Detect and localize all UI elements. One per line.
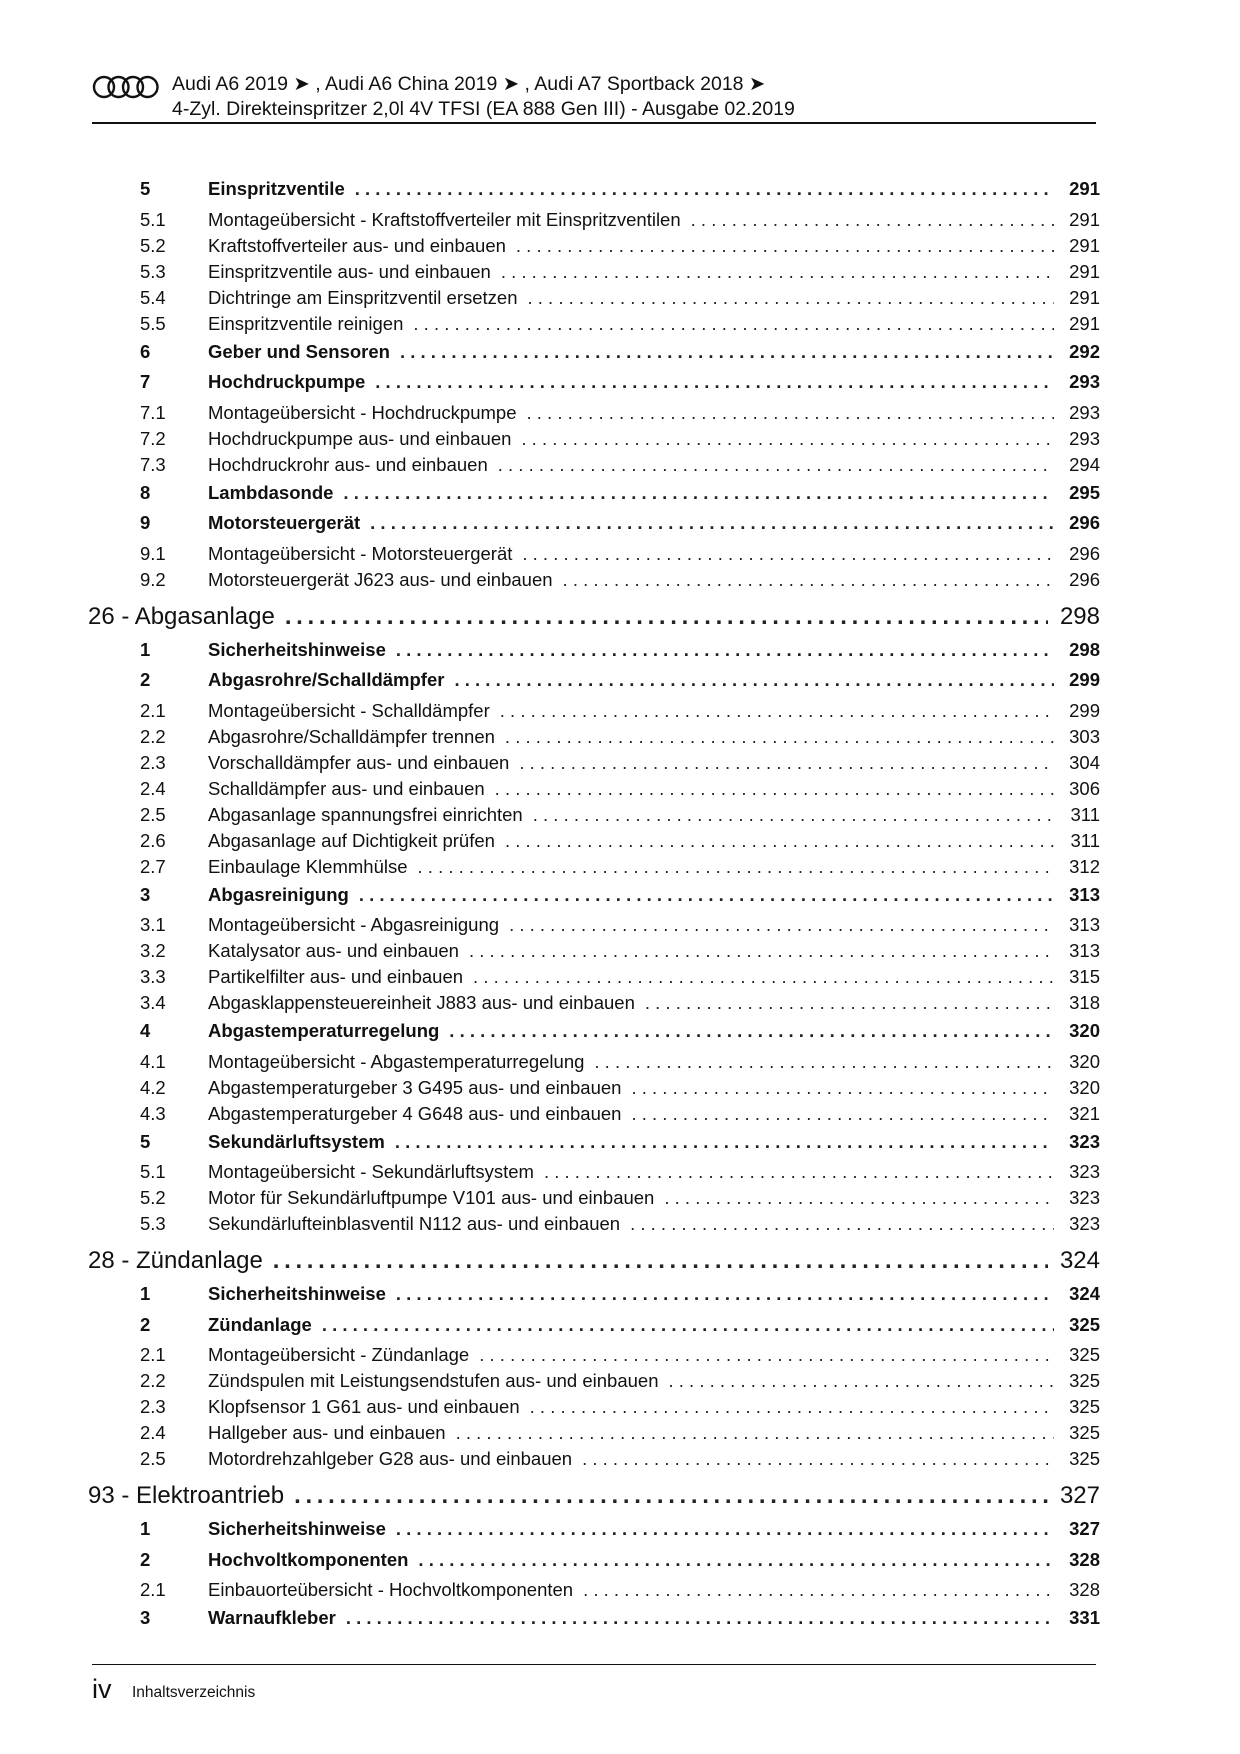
dot-leader — [294, 1482, 1048, 1510]
toc-entry-page: 328 — [1069, 1548, 1100, 1570]
toc-subsection-entry[interactable] — [88, 992, 1100, 1018]
toc-entry-number: 3.4 — [140, 992, 166, 1013]
toc-section-entry[interactable] — [88, 178, 1100, 209]
dot-leader — [533, 804, 1054, 826]
toc-subsection-entry[interactable] — [88, 1579, 1100, 1605]
toc-entry-page: 323 — [1069, 1130, 1100, 1152]
dot-leader — [544, 1161, 1054, 1183]
toc-entry-page: 304 — [1069, 751, 1100, 773]
toc-entry-number: 1 — [140, 1518, 151, 1539]
toc-entry-page: 299 — [1069, 669, 1100, 690]
toc-entry-title: Montageübersicht - Sekundärluftsystem — [208, 1161, 534, 1182]
toc-entry-title: Montageübersicht - Kraftstoffverteiler mit Einspritzventilen — [208, 208, 681, 230]
toc-entry-title: 93 - Elektroantrieb — [88, 1482, 285, 1509]
toc-subsection-entry[interactable] — [88, 1370, 1100, 1396]
toc-entry-page: 327 — [1059, 1482, 1100, 1509]
toc-entry-page: 320 — [1069, 1020, 1100, 1041]
dot-leader — [418, 856, 1054, 878]
toc-entry-number: 5.1 — [140, 1161, 166, 1182]
toc-entry-page: 291 — [1069, 178, 1100, 199]
toc-entry-number: 7.3 — [140, 453, 166, 475]
dot-leader — [530, 1396, 1054, 1418]
toc-section-entry[interactable] — [88, 1020, 1100, 1051]
toc-subsection-entry[interactable] — [88, 235, 1100, 261]
toc-entry-page: 298 — [1069, 638, 1100, 660]
dot-leader — [505, 830, 1054, 852]
toc-entry-page: 313 — [1069, 883, 1100, 905]
toc-section-entry[interactable] — [88, 1549, 1100, 1580]
toc-entry-page: 324 — [1059, 1247, 1100, 1274]
toc-entry-title: Einspritzventile aus- und einbauen — [208, 260, 491, 282]
toc-entry-number: 9 — [140, 512, 151, 533]
dot-leader — [396, 639, 1054, 661]
toc-entry-number: 2.1 — [140, 1344, 166, 1365]
toc-entry-page: 293 — [1069, 401, 1100, 423]
toc-entry-title: Vorschalldämpfer aus- und einbauen — [208, 751, 510, 773]
toc-entry-title: Einbauorteübersicht - Hochvoltkomponenten — [208, 1579, 574, 1600]
toc-subsection-entry[interactable] — [88, 1103, 1100, 1129]
dot-leader — [355, 178, 1054, 200]
dot-leader — [346, 1607, 1054, 1629]
toc-entry-number: 5.2 — [140, 234, 166, 256]
toc-entry-title: Lambdasonde — [208, 481, 334, 503]
toc-entry-page: 299 — [1069, 699, 1100, 721]
toc-entry-page: 292 — [1069, 340, 1100, 362]
toc-entry-number: 2.5 — [140, 803, 166, 825]
toc-entry-page: 320 — [1069, 1076, 1100, 1098]
toc-subsection-entry[interactable] — [88, 804, 1100, 830]
toc-entry-number: 1 — [140, 638, 151, 660]
toc-entry-title: Katalysator aus- und einbauen — [208, 940, 459, 961]
dot-leader — [395, 1131, 1054, 1153]
toc-entry-page: 325 — [1069, 1422, 1100, 1443]
dot-leader — [413, 313, 1054, 335]
toc-entry-title: Abgasreinigung — [208, 883, 349, 905]
toc-entry-title: Einspritzventile reinigen — [208, 312, 404, 334]
toc-entry-title: Abgasanlage auf Dichtigkeit prüfen — [208, 829, 495, 851]
toc-entry-page: 312 — [1069, 855, 1100, 877]
dot-leader — [343, 482, 1054, 504]
toc-entry-title: Abgastemperaturgeber 4 G648 aus- und einbauen — [208, 1102, 622, 1124]
toc-entry-number: 3.2 — [140, 940, 166, 961]
toc-entry-page: 293 — [1069, 371, 1100, 392]
toc-entry-page: 313 — [1069, 914, 1100, 935]
toc-entry-page: 325 — [1069, 1313, 1100, 1335]
toc-entry-title: Einspritzventile — [208, 178, 345, 199]
toc-entry-page: 323 — [1069, 1213, 1100, 1234]
toc-entry-page: 325 — [1069, 1448, 1100, 1469]
toc-entry-title: Montageübersicht - Abgastemperaturregelung — [208, 1050, 585, 1072]
dot-leader — [375, 371, 1054, 393]
toc-subsection-entry[interactable] — [88, 428, 1100, 454]
toc-entry-page: 291 — [1069, 312, 1100, 334]
dot-leader — [400, 341, 1054, 363]
toc-entry-title: Montageübersicht - Zündanlage — [208, 1344, 470, 1365]
header-divider — [92, 122, 1096, 124]
toc-entry-title: Hochdruckpumpe aus- und einbauen — [208, 427, 512, 449]
dot-leader — [501, 261, 1054, 283]
toc-entry-title: Abgastemperaturgeber 3 G495 aus- und einbauen — [208, 1076, 622, 1098]
toc-entry-page: 325 — [1069, 1344, 1100, 1365]
toc-entry-page: 325 — [1069, 1396, 1100, 1417]
dot-leader — [691, 209, 1054, 231]
dot-leader — [522, 543, 1054, 565]
toc-entry-title: Sicherheitshinweise — [208, 638, 386, 660]
toc-entry-page: 295 — [1069, 481, 1100, 503]
toc-entry-number: 2.6 — [140, 829, 166, 851]
dot-leader — [418, 1549, 1054, 1571]
toc-section-entry[interactable] — [88, 669, 1100, 700]
toc-entry-page: 323 — [1069, 1161, 1100, 1182]
toc-entry-page: 293 — [1069, 427, 1100, 449]
toc-section-entry[interactable] — [88, 884, 1100, 915]
toc-entry-number: 2 — [140, 669, 151, 690]
dot-leader — [631, 1103, 1054, 1125]
toc-entry-number: 5 — [140, 178, 151, 199]
dot-leader — [273, 1247, 1048, 1275]
toc-entry-number: 3.3 — [140, 966, 166, 987]
toc-subsection-entry[interactable] — [88, 261, 1100, 287]
dot-leader — [664, 1187, 1054, 1209]
toc-subsection-entry[interactable] — [88, 454, 1100, 480]
toc-entry-number: 3 — [140, 883, 151, 905]
toc-entry-title: Montageübersicht - Abgasreinigung — [208, 914, 500, 935]
toc-subsection-entry[interactable] — [88, 1396, 1100, 1422]
toc-entry-title: Sicherheitshinweise — [208, 1518, 386, 1539]
toc-entry-number: 5.3 — [140, 260, 166, 282]
toc-section-entry[interactable] — [88, 1314, 1100, 1345]
dot-leader — [370, 512, 1054, 534]
toc-subsection-entry[interactable] — [88, 1344, 1100, 1370]
toc-entry-title: Montageübersicht - Motorsteuergerät — [208, 542, 513, 564]
toc-entry-number: 2.2 — [140, 725, 166, 747]
toc-entry-page: 331 — [1069, 1607, 1100, 1628]
toc-entry-number: 2.3 — [140, 1396, 166, 1417]
header-engine-edition: 4-Zyl. Direkteinspritzer 2,0l 4V TFSI (EA 888 Gen III) - Ausgabe 02.2019 — [172, 98, 795, 120]
toc-entry-title: Schalldämpfer aus- und einbauen — [208, 777, 485, 799]
toc-entry-title: Montageübersicht - Hochdruckpumpe — [208, 401, 517, 423]
toc-section-entry[interactable] — [88, 371, 1100, 402]
toc-entry-title: Kraftstoffverteiler aus- und einbauen — [208, 234, 506, 256]
dot-leader — [516, 235, 1054, 257]
toc-entry-page: 296 — [1069, 542, 1100, 564]
toc-entry-number: 5 — [140, 1130, 151, 1152]
toc-entry-number: 7.1 — [140, 401, 166, 423]
toc-subsection-entry[interactable] — [88, 569, 1100, 595]
toc-entry-page: 291 — [1069, 234, 1100, 256]
dot-leader — [630, 1213, 1054, 1235]
toc-subsection-entry[interactable] — [88, 726, 1100, 752]
dot-leader — [498, 454, 1054, 476]
toc-entry-number: 9.2 — [140, 568, 166, 590]
toc-entry-number: 2.1 — [140, 699, 166, 721]
toc-entry-title: Hochdruckrohr aus- und einbauen — [208, 453, 488, 475]
toc-chapter-entry[interactable] — [88, 1482, 1100, 1516]
toc-entry-number: 2 — [140, 1313, 151, 1335]
toc-entry-page: 327 — [1069, 1518, 1100, 1539]
toc-entry-number: 5.1 — [140, 208, 166, 230]
toc-section-entry[interactable] — [88, 482, 1100, 513]
toc-entry-title: Abgasrohre/Schalldämpfer trennen — [208, 725, 495, 747]
toc-entry-title: Dichtringe am Einspritzventil ersetzen — [208, 286, 518, 308]
toc-entry-page: 321 — [1069, 1102, 1100, 1124]
footer-page-number: iv — [92, 1674, 112, 1704]
toc-subsection-entry[interactable] — [88, 778, 1100, 804]
toc-entry-title: 28 - Zündanlage — [88, 1247, 263, 1274]
toc-entry-number: 5.3 — [140, 1213, 166, 1234]
toc-subsection-entry[interactable] — [88, 830, 1100, 856]
toc-entry-number: 7 — [140, 371, 151, 392]
toc-entry-title: Motordrehzahlgeber G28 aus- und einbauen — [208, 1448, 573, 1469]
toc-entry-title: Klopfsensor 1 G61 aus- und einbauen — [208, 1396, 520, 1417]
toc-entry-page: 313 — [1069, 940, 1100, 961]
toc-entry-number: 3.1 — [140, 914, 166, 935]
dot-leader — [594, 1051, 1054, 1073]
toc-entry-page: 291 — [1069, 208, 1100, 230]
dot-leader — [519, 752, 1054, 774]
toc-subsection-entry[interactable] — [88, 914, 1100, 940]
toc-entry-number: 9.1 — [140, 542, 166, 564]
toc-entry-number: 2.5 — [140, 1448, 166, 1469]
toc-subsection-entry[interactable] — [88, 940, 1100, 966]
toc-entry-page: 296 — [1069, 568, 1100, 590]
toc-entry-page: 306 — [1069, 777, 1100, 799]
dot-leader — [359, 884, 1054, 906]
toc-section-entry[interactable] — [88, 1518, 1100, 1549]
dot-leader — [669, 1370, 1055, 1392]
dot-leader — [479, 1344, 1054, 1366]
dot-leader — [505, 726, 1054, 748]
toc-entry-title: Partikelfilter aus- und einbauen — [208, 966, 464, 987]
dot-leader — [521, 428, 1054, 450]
dot-leader — [583, 1579, 1054, 1601]
toc-subsection-entry[interactable] — [88, 1213, 1100, 1239]
toc-entry-title: Hochdruckpumpe — [208, 371, 366, 392]
toc-subsection-entry[interactable] — [88, 966, 1100, 992]
toc-entry-page: 303 — [1069, 725, 1100, 747]
table-of-contents — [88, 178, 1100, 1638]
toc-entry-number: 5.4 — [140, 286, 166, 308]
toc-subsection-entry[interactable] — [88, 209, 1100, 235]
toc-entry-number: 2.2 — [140, 1370, 166, 1391]
toc-entry-number: 4.2 — [140, 1076, 166, 1098]
dot-leader — [456, 1422, 1054, 1444]
toc-entry-title: Sekundärluftsystem — [208, 1130, 385, 1152]
toc-entry-page: 323 — [1069, 1187, 1100, 1208]
toc-entry-title: Motorsteuergerät — [208, 512, 361, 533]
toc-entry-title: Sekundärlufteinblasventil N112 aus- und einbauen — [208, 1213, 621, 1234]
toc-entry-title: Zündanlage — [208, 1313, 312, 1335]
toc-entry-number: 1 — [140, 1283, 151, 1304]
dot-leader — [582, 1448, 1054, 1470]
toc-entry-number: 4 — [140, 1020, 151, 1041]
toc-entry-number: 5.5 — [140, 312, 166, 334]
dot-leader — [631, 1077, 1054, 1099]
toc-entry-title: 26 - Abgasanlage — [88, 602, 275, 630]
toc-chapter-entry[interactable] — [88, 603, 1100, 637]
dot-leader — [495, 778, 1054, 800]
toc-subsection-entry[interactable] — [88, 856, 1100, 882]
toc-entry-number: 2 — [140, 1548, 151, 1570]
toc-entry-number: 2.7 — [140, 855, 166, 877]
toc-subsection-entry[interactable] — [88, 1161, 1100, 1187]
toc-entry-page: 296 — [1069, 512, 1100, 533]
dot-leader — [473, 966, 1054, 988]
footer-divider — [92, 1664, 1096, 1665]
dot-leader — [645, 992, 1054, 1014]
toc-entry-number: 8 — [140, 481, 151, 503]
toc-entry-title: Sicherheitshinweise — [208, 1283, 386, 1304]
toc-entry-number: 4.1 — [140, 1050, 166, 1072]
dot-leader — [322, 1314, 1054, 1336]
toc-entry-title: Abgasrohre/Schalldämpfer — [208, 669, 445, 690]
toc-section-entry[interactable] — [88, 1131, 1100, 1162]
toc-entry-number: 7.2 — [140, 427, 166, 449]
toc-entry-title: Abgasanlage spannungsfrei einrichten — [208, 803, 523, 825]
toc-subsection-entry[interactable] — [88, 1077, 1100, 1103]
toc-entry-page: 294 — [1069, 453, 1100, 475]
toc-entry-number: 2.3 — [140, 751, 166, 773]
toc-entry-title: Motor für Sekundärluftpumpe V101 aus- und einbauen — [208, 1187, 655, 1208]
toc-section-entry[interactable] — [88, 512, 1100, 543]
toc-entry-page: 311 — [1070, 803, 1100, 825]
toc-subsection-entry[interactable] — [88, 752, 1100, 778]
toc-entry-title: Warnaufkleber — [208, 1607, 336, 1628]
audi-rings-logo — [92, 74, 160, 100]
toc-entry-number: 6 — [140, 340, 151, 362]
footer-section-name: Inhaltsverzeichnis — [132, 1684, 256, 1701]
toc-entry-title: Einbaulage Klemmhülse — [208, 855, 408, 877]
toc-subsection-entry[interactable] — [88, 402, 1100, 428]
toc-entry-number: 2.4 — [140, 1422, 166, 1443]
toc-subsection-entry[interactable] — [88, 313, 1100, 339]
toc-entry-number: 5.2 — [140, 1187, 166, 1208]
dot-leader — [509, 914, 1054, 936]
toc-subsection-entry[interactable] — [88, 1422, 1100, 1448]
dot-leader — [454, 669, 1054, 691]
dot-leader — [563, 569, 1054, 591]
toc-subsection-entry[interactable] — [88, 287, 1100, 313]
toc-entry-page: 298 — [1059, 602, 1100, 630]
toc-entry-page: 318 — [1069, 992, 1100, 1013]
toc-subsection-entry[interactable] — [88, 1187, 1100, 1213]
toc-entry-title: Abgasklappensteuereinheit J883 aus- und einbauen — [208, 992, 635, 1013]
toc-section-entry[interactable] — [88, 1607, 1100, 1638]
toc-entry-title: Zündspulen mit Leistungsendstufen aus- und einbauen — [208, 1370, 659, 1391]
toc-entry-number: 2.4 — [140, 777, 166, 799]
dot-leader — [396, 1283, 1054, 1305]
toc-entry-number: 3 — [140, 1607, 151, 1628]
toc-entry-page: 324 — [1069, 1283, 1100, 1304]
toc-section-entry[interactable] — [88, 341, 1100, 372]
toc-entry-page: 328 — [1069, 1579, 1100, 1600]
dot-leader — [527, 402, 1055, 424]
dot-leader — [396, 1518, 1054, 1540]
toc-section-entry[interactable] — [88, 639, 1100, 670]
toc-entry-page: 311 — [1070, 829, 1100, 851]
toc-subsection-entry[interactable] — [88, 1051, 1100, 1077]
toc-entry-page: 315 — [1069, 966, 1100, 987]
header-vehicle-models: Audi A6 2019 ➤ , Audi A6 China 2019 ➤ , Audi A7 Sportback 2018 ➤ — [172, 73, 766, 95]
toc-entry-page: 291 — [1069, 286, 1100, 308]
toc-subsection-entry[interactable] — [88, 1448, 1100, 1474]
dot-leader — [500, 700, 1054, 722]
dot-leader — [449, 1020, 1054, 1042]
toc-entry-title: Geber und Sensoren — [208, 340, 390, 362]
toc-subsection-entry[interactable] — [88, 700, 1100, 726]
toc-subsection-entry[interactable] — [88, 543, 1100, 569]
dot-leader — [528, 287, 1055, 309]
dot-leader — [469, 940, 1054, 962]
toc-entry-page: 320 — [1069, 1050, 1100, 1072]
toc-entry-title: Montageübersicht - Schalldämpfer — [208, 699, 490, 721]
toc-entry-title: Hochvoltkomponenten — [208, 1548, 409, 1570]
toc-entry-page: 291 — [1069, 260, 1100, 282]
toc-entry-number: 4.3 — [140, 1102, 166, 1124]
toc-entry-title: Motorsteuergerät J623 aus- und einbauen — [208, 568, 553, 590]
toc-entry-page: 325 — [1069, 1370, 1100, 1391]
toc-entry-number: 2.1 — [140, 1579, 166, 1600]
toc-entry-title: Hallgeber aus- und einbauen — [208, 1422, 446, 1443]
toc-section-entry[interactable] — [88, 1283, 1100, 1314]
toc-entry-title: Abgastemperaturregelung — [208, 1020, 440, 1041]
dot-leader — [285, 603, 1048, 631]
toc-chapter-entry[interactable] — [88, 1247, 1100, 1281]
